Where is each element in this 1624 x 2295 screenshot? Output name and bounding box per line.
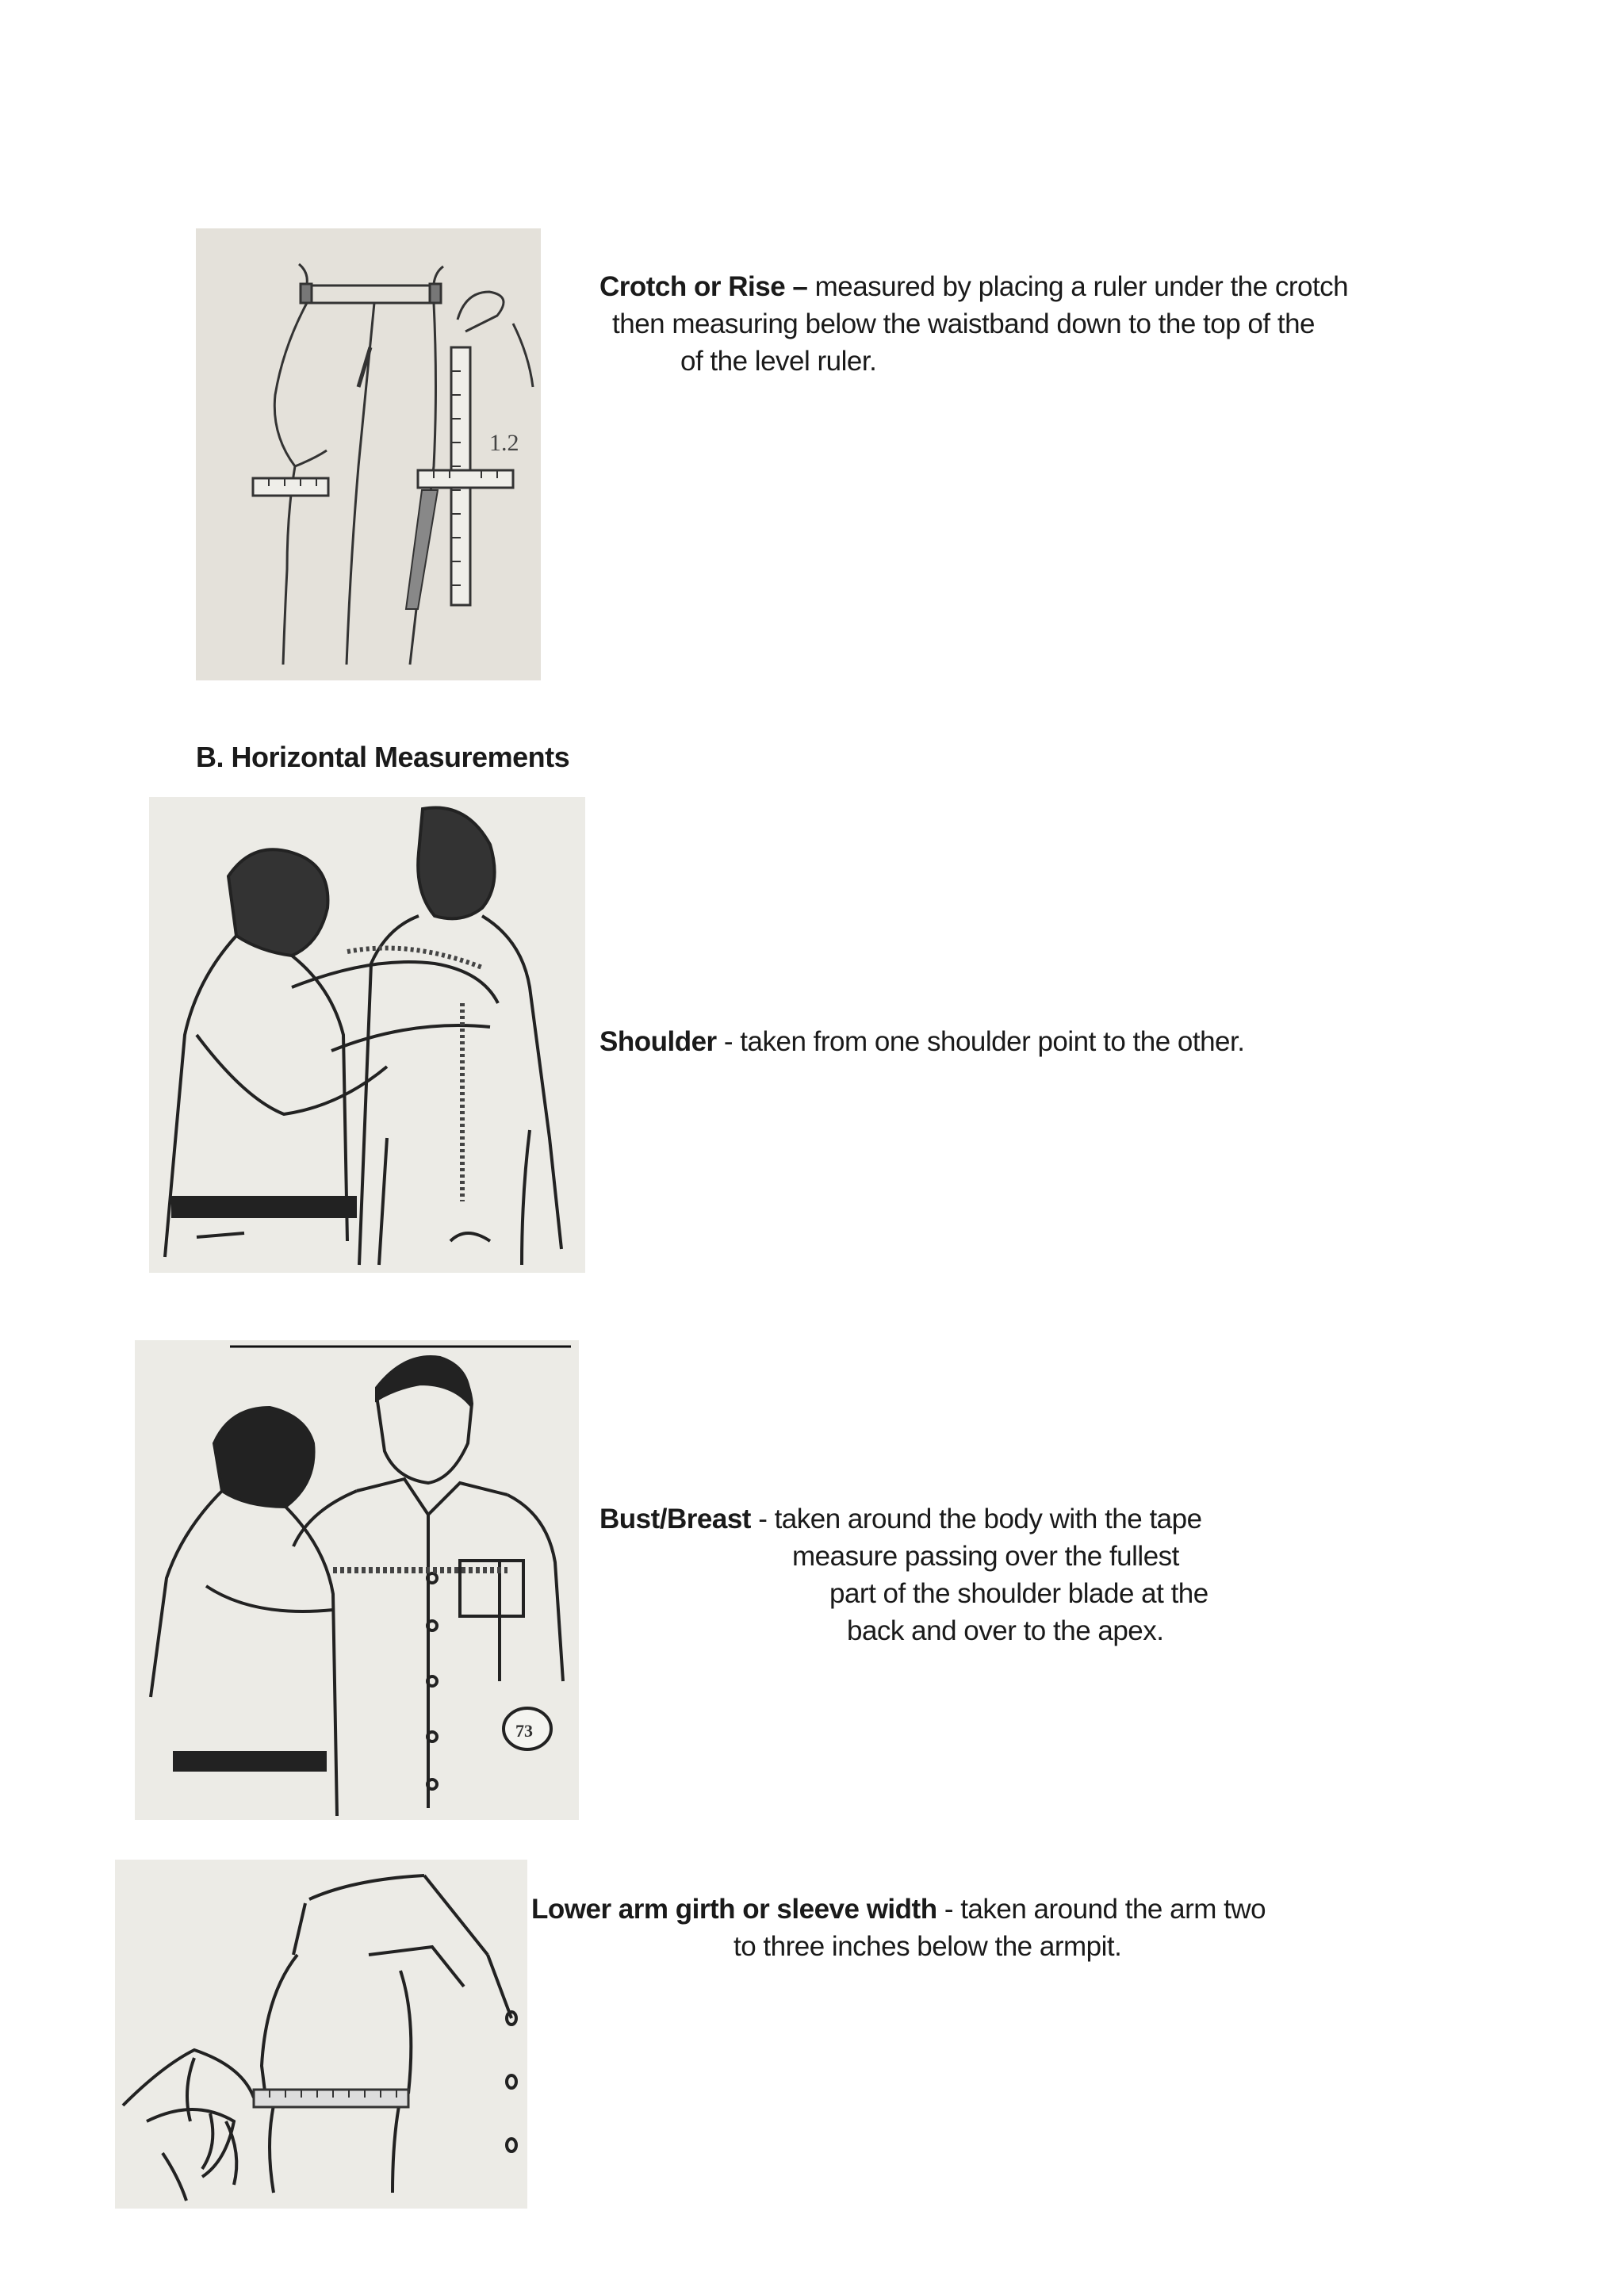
arm-figure <box>115 1860 527 2209</box>
arm-illustration <box>115 1860 527 2209</box>
bust-description <box>599 1500 1208 1649</box>
crotch-line-3: of the level ruler. <box>680 346 877 377</box>
bust-term: Bust/Breast <box>599 1504 751 1534</box>
crotch-line-1: measured by placing a ruler under the crotch <box>814 271 1349 302</box>
bust-illustration <box>135 1340 579 1820</box>
bust-figure-label: 73 <box>515 1721 533 1741</box>
bust-line-4: back and over to the apex. <box>847 1615 1164 1646</box>
bust-line-1: - taken around the body with the tape <box>758 1504 1202 1534</box>
crotch-figure <box>196 228 541 680</box>
bust-line-2: measure passing over the fullest <box>792 1541 1179 1572</box>
crotch-figure-label: 1.2 <box>489 430 519 456</box>
section-heading: B. Horizontal Measurements <box>196 741 570 773</box>
arm-line-1: - taken around the arm two <box>944 1894 1266 1925</box>
bust-line-3: part of the shoulder blade at the <box>829 1578 1208 1609</box>
shoulder-line-1: - taken from one shoulder point to the other. <box>723 1026 1245 1057</box>
shoulder-figure <box>149 797 585 1273</box>
bust-figure <box>135 1340 579 1820</box>
shoulder-illustration <box>149 797 585 1273</box>
arm-line-2: to three inches below the armpit. <box>733 1931 1122 1962</box>
crotch-description <box>599 268 1348 380</box>
arm-term: Lower arm girth or sleeve width <box>531 1894 937 1925</box>
shoulder-description <box>599 1023 1244 1060</box>
crotch-illustration <box>196 228 541 680</box>
crotch-line-2: then measuring below the waistband down to the top of the <box>612 308 1315 339</box>
arm-description <box>531 1891 1266 1965</box>
shoulder-term: Shoulder <box>599 1026 717 1057</box>
crotch-term: Crotch or Rise – <box>599 271 808 302</box>
